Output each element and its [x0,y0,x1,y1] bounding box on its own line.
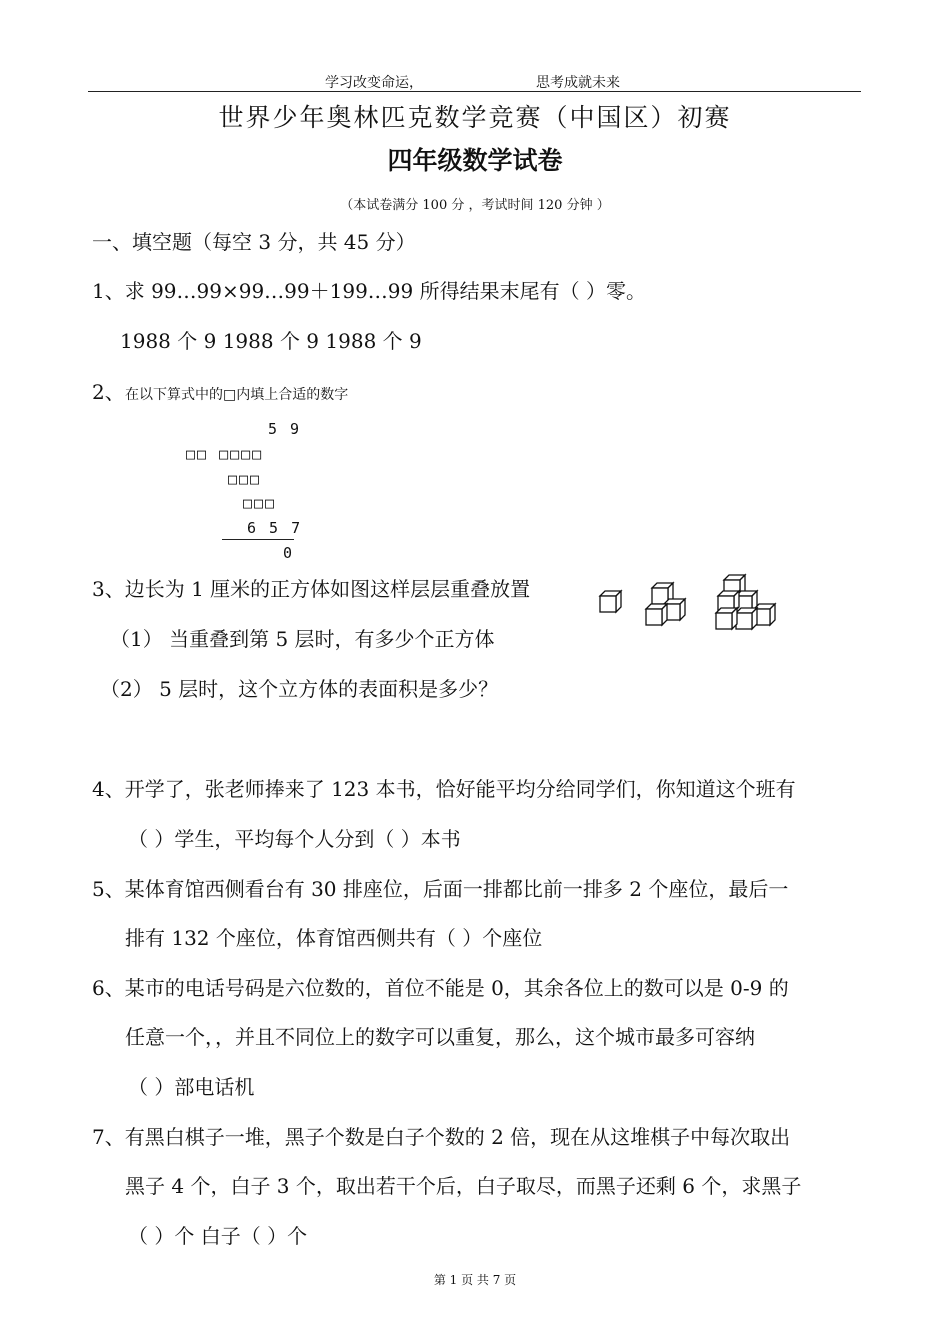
division-step-1: □□□ [228,470,262,488]
question-3-line-1: 3、边长为 1 厘米的正方体如图这样层层重叠放置 [92,577,531,601]
division-dividend-row: □□ □□□□ [186,445,264,463]
question-1-line-1: 1、求 99…99×99…99＋199…99 所得结果末尾有（ ）零。 [92,279,646,303]
page-footer: 第 1 页 共 7 页 [433,1273,517,1287]
division-step-2: □□□ [243,494,277,512]
question-6-line-3: （ ）部电话机 [128,1075,255,1099]
question-2-number: 2、 [92,380,125,404]
page-subtitle: 四年级数学试卷 [387,146,563,175]
cube-stack-layer-1 [600,591,621,612]
question-7-line-3: （ ）个 白子（ ）个 [128,1224,308,1248]
question-3-sub-1: （1） 当重叠到第 5 层时，有多少个正方体 [110,627,495,651]
division-underline [222,539,294,540]
stacked-cubes-figure [596,570,786,632]
question-4-line-2: （ ）学生，平均每个人分到（ ）本书 [128,827,461,851]
question-2-text: 在以下算式中的□内填上合适的数字 [125,387,349,403]
page-title: 世界少年奥林匹克数学竞赛（中国区）初赛 [218,103,732,132]
header-right: 思考成就未来 [536,75,620,91]
division-remainder: 0 [283,544,295,562]
question-5-line-2: 排有 132 个座位，体育馆西侧共有（ ）个座位 [125,926,543,950]
question-3-sub-2: （2） 5 层时，这个立方体的表面积是多少？ [100,677,499,701]
cube-stack-layer-2 [646,583,685,625]
question-6-line-1: 6、某市的电话号码是六位数的，首位不能是 0，其余各位上的数可以是 0-9 的 [92,976,789,1000]
question-7-line-2: 黑子 4 个，白子 3 个，取出若干个后，白子取尽，而黑子还剩 6 个，求黑子 [125,1174,802,1198]
header-left: 学习改变命运， [325,75,423,91]
question-4-line-1: 4、开学了，张老师捧来了 123 本书，恰好能平均分给同学们，你知道这个班有 [92,777,796,801]
question-7-line-1: 7、有黑白棋子一堆，黑子个数是白子个数的 2 倍，现在从这堆棋子中每次取出 [92,1125,791,1149]
exam-note: （本试卷满分 100 分 ，考试时间 120 分钟 ） [340,198,610,213]
division-quotient: 5 9 [268,420,302,438]
division-step-3: 6 5 7 [247,519,303,537]
cube-stack-layer-3 [716,575,775,629]
question-5-line-1: 5、某体育馆西侧看台有 30 排座位，后面一排都比前一排多 2 个座位，最后一 [92,877,789,901]
question-1-line-2: 1988 个 9 1988 个 9 1988 个 9 [120,329,422,353]
section-1-heading: 一、填空题（每空 3 分，共 45 分） [92,230,416,254]
question-6-line-2: 任意一个，，并且不同位上的数字可以重复，那么，这个城市最多可容纳 [125,1025,755,1049]
header-rule [88,91,861,92]
